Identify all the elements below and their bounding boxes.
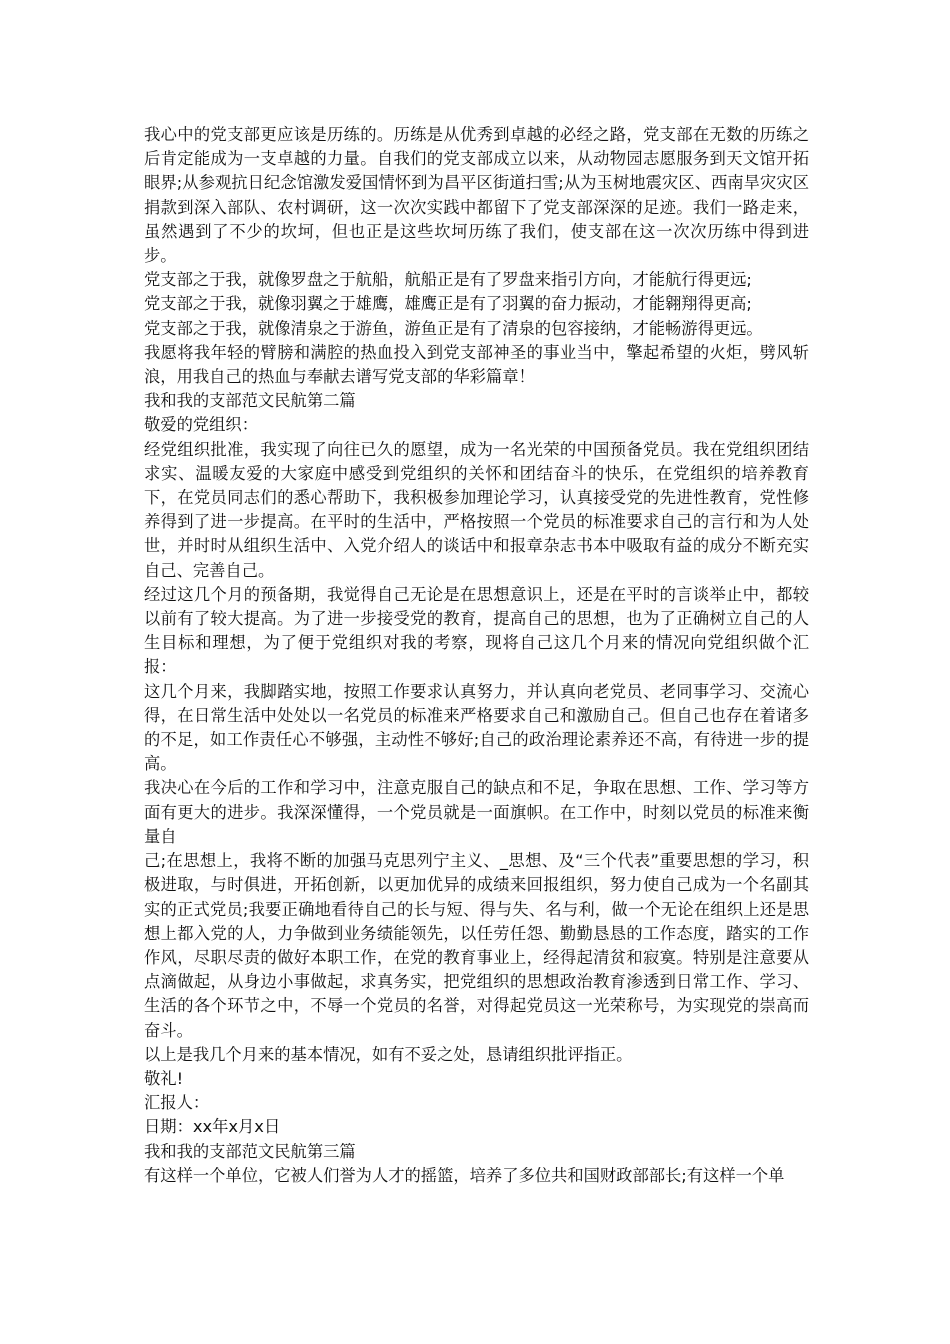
paragraph-unit-intro: 有这样一个单位，它被人们誉为人才的摇篮，培养了多位共和国财政部部长;有这样一个单 [144,1165,785,1185]
section-heading-second: 我和我的支部范文民航第二篇 [144,391,356,411]
paragraph-spring-metaphor: 党支部之于我，就像清泉之于游鱼，游鱼正是有了清泉的包容接纳，才能畅游得更远。 [144,318,763,338]
reporter-line: 汇报人： [144,1093,210,1113]
paragraph-probation: 经过这几个月的预备期，我觉得自己无论是在思想意识上，还是在平时的言谈举止中，都较以前有了较大提高。为了进一步接受党的教育，提高自己的思想，也为了正确树立自己的人生目标和理想，为了便于党组织对我的考察，现将自己这几个月来的情况向党组织做个汇报： [144,584,809,677]
closing-salute: 敬礼! [144,1068,184,1088]
paragraph-thought: 己;在思想上，我将不断的加强马克思列宁主义、_思想、及“三个代表”重要思想的学习，积极进取，与时俱进，开拓创新，以更加优异的成绩来回报组织，努力使自己成为一个名副其实的正式党员;我要正确地看待自己的长与短、得与失、名与利，做一个无论在组织上还是思想上都入党的人，力争做到业务绩能领先，以任劳任怨、勤勤恳恳的工作态度，踏实的工作作风，尽职尽责的做好本职工作，在党的教育事业上，经得起清贫和寂寞。特别是注意要从点滴做起，从身边小事做起，求真务实，把党组织的思想政治教育渗透到日常工作、学习、生活的各个环节之中，不辱一个党员的名誉，对得起党员这一光荣称号，为实现党的崇高而奋斗。 [144,851,809,1040]
paragraph-summary: 以上是我几个月来的基本情况，如有不妥之处，恳请组织批评指正。 [144,1044,633,1064]
paragraph-recent-months: 这几个月来，我脚踏实地，按照工作要求认真努力，并认真向老党员、老同事学习、交流心得，在日常生活中处处以一名党员的标准来严格要求自己和激励自己。但自己也存在着诸多的不足，如工作责任心不够强，主动性不够好;自己的政治理论素养还不高，有待进一步的提高。 [144,681,809,774]
paragraph-history: 我心中的党支部更应该是历练的。历练是从优秀到卓越的必经之路，党支部在无数的历练之后肯定能成为一支卓越的力量。自我们的党支部成立以来，从动物园志愿服务到天文馆开拓眼界;从参观抗日纪念馆激发爱国情怀到为昌平区街道扫雪;从为玉树地震灾区、西南旱灾灾区捐款到深入部队、农村调研，这一次次实践中都留下了党支部深深的足迹。我们一路走来，虽然遇到了不少的坎坷，但也正是这些坎坷历练了我们，使支部在这一次次历练中得到进步。 [144,125,809,266]
paragraph-resolve: 我决心在今后的工作和学习中，注意克服自己的缺点和不足，争取在思想、工作、学习等方面有更大的进步。我深深懂得，一个党员就是一面旗帜。在工作中，时刻以党员的标准来衡量自 [144,778,809,846]
paragraph-approval: 经党组织批准，我实现了向往已久的愿望，成为一名光荣的中国预备党员。我在党组织团结求实、温暖友爱的大家庭中感受到党组织的关怀和团结奋斗的快乐，在党组织的培养教育下，在党员同志们的悉心帮助下，我积极参加理论学习，认真接受党的先进性教育，党性修养得到了进一步提高。在平时的生活中，严格按照一个党员的标准要求自己的言行和为人处世，并时时从组织生活中、入党介绍人的谈话中和报章杂志书本中吸取有益的成分不断充实自己、完善自己。 [144,439,809,580]
paragraph-compass-metaphor: 党支部之于我，就像罗盘之于航船，航船正是有了罗盘来指引方向，才能航行得更远; [144,270,752,290]
paragraph-commitment: 我愿将我年轻的臂膀和满腔的热血投入到党支部神圣的事业当中，擎起希望的火炬，劈风斩浪，用我自己的热血与奉献去谱写党支部的华彩篇章！ [144,342,809,387]
paragraph-wings-metaphor: 党支部之于我，就像羽翼之于雄鹰，雄鹰正是有了羽翼的奋力振动，才能翱翔得更高; [144,294,752,314]
document-page [144,123,809,1188]
date-line: 日期：xx年x月x日 [144,1117,281,1137]
salutation: 敬爱的党组织： [144,415,258,435]
section-heading-third: 我和我的支部范文民航第三篇 [144,1141,356,1161]
